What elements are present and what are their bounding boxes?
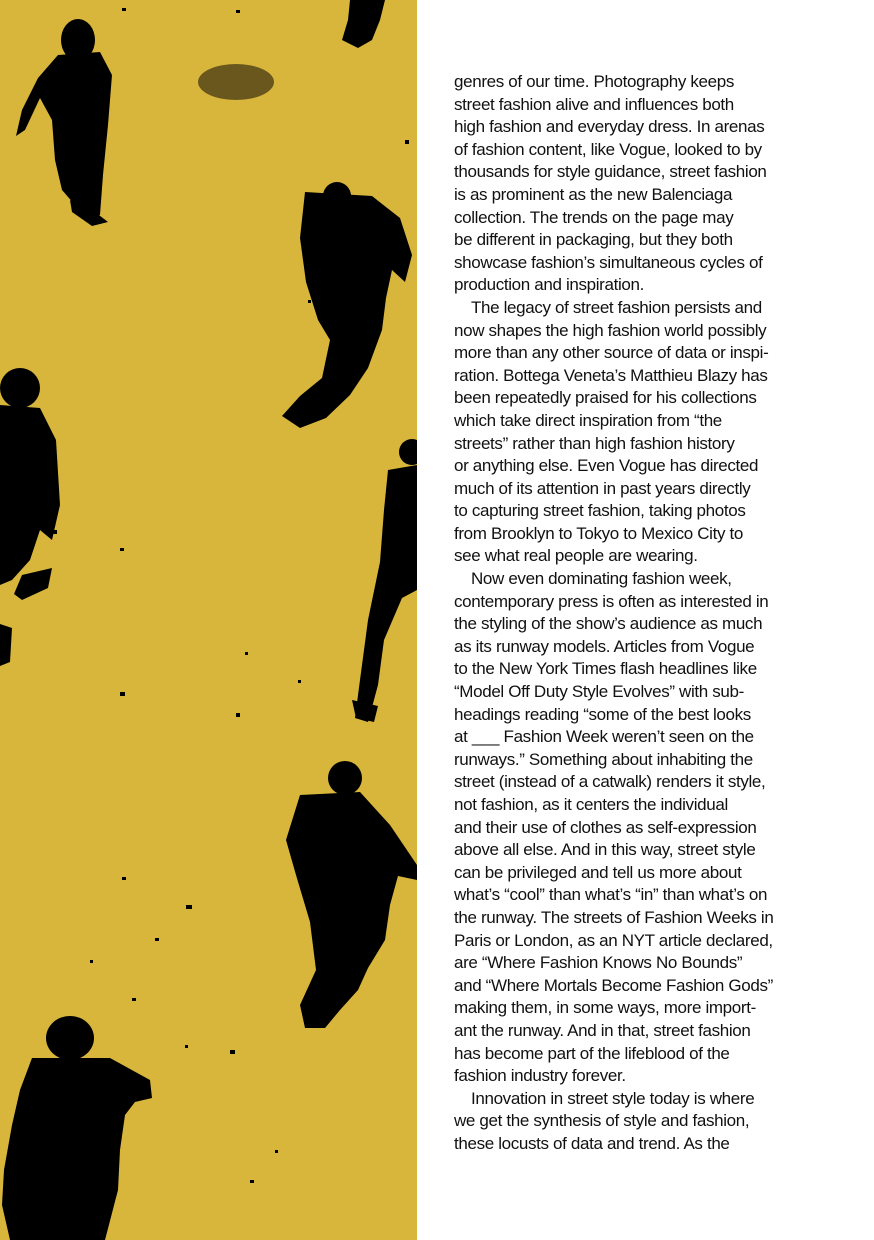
text-line: to the New York Times flash headlines like: [454, 659, 757, 679]
text-line: we get the synthesis of style and fashion,: [454, 1111, 750, 1131]
text-line: been repeatedly praised for his collections: [454, 388, 757, 408]
text-line: are “Where Fashion Knows No Bounds”: [454, 953, 743, 973]
text-line: is as prominent as the new Balenciaga: [454, 184, 733, 204]
pedestrian-silhouettes: [0, 0, 417, 1240]
text-line: much of its attention in past years directly: [454, 478, 751, 498]
text-line: fashion industry forever.: [454, 1066, 626, 1086]
text-line: Innovation in street style today is where: [471, 1088, 755, 1108]
article-paragraph: [454, 568, 794, 1088]
text-line: can be privileged and tell us more about: [454, 862, 742, 882]
text-line: to capturing street fashion, taking photos: [454, 501, 746, 521]
text-line: headings reading “some of the best looks: [454, 704, 751, 724]
text-line: Paris or London, as an NYT article declared,: [454, 930, 773, 950]
text-line: ant the runway. And in that, street fashion: [454, 1020, 751, 1040]
text-line: more than any other source of data or inspi-: [454, 343, 769, 363]
text-line: Now even dominating fashion week,: [471, 569, 732, 589]
text-line: see what real people are wearing.: [454, 546, 698, 566]
text-line: as its runway models. Articles from Vogue: [454, 636, 755, 656]
text-line: genres of our time. Photography keeps: [454, 72, 735, 91]
text-line: contemporary press is often as interested in: [454, 591, 769, 611]
text-line: runways.” Something about inhabiting the: [454, 749, 753, 769]
text-line: “Model Off Duty Style Evolves” with sub-: [454, 682, 744, 702]
text-line: collection. The trends on the page may: [454, 207, 734, 227]
text-line: at ___ Fashion Week weren’t seen on the: [454, 727, 754, 747]
article-paragraph: [454, 297, 794, 568]
text-line: these locusts of data and trend. As the: [454, 1133, 730, 1153]
article-paragraph: [454, 71, 794, 297]
text-line: The legacy of street fashion persists and: [471, 297, 762, 317]
street-crowd-illustration: [0, 0, 417, 1240]
text-line: street (instead of a catwalk) renders it style,: [454, 772, 766, 792]
text-line: now shapes the high fashion world possibly: [454, 320, 767, 340]
text-line: thousands for style guidance, street fashion: [454, 162, 767, 182]
text-line: or anything else. Even Vogue has directed: [454, 456, 759, 476]
text-line: showcase fashion’s simultaneous cycles of: [454, 252, 763, 272]
text-line: has become part of the lifeblood of the: [454, 1043, 730, 1063]
text-line: from Brooklyn to Tokyo to Mexico City to: [454, 523, 743, 543]
text-line: and their use of clothes as self-expression: [454, 817, 757, 837]
text-line: and “Where Mortals Become Fashion Gods”: [454, 975, 773, 995]
text-line: not fashion, as it centers the individual: [454, 795, 728, 814]
article-body: [454, 71, 794, 1156]
article-paragraph: [454, 1088, 794, 1156]
text-line: the styling of the show’s audience as much: [454, 614, 763, 634]
text-line: what’s “cool” than what’s “in” than what’s on: [454, 885, 768, 905]
text-line: ration. Bottega Veneta’s Matthieu Blazy has: [454, 365, 768, 385]
text-line: streets” rather than high fashion history: [454, 433, 735, 453]
text-line: high fashion and everyday dress. In arenas: [454, 117, 765, 137]
text-line: which take direct inspiration from “the: [454, 410, 722, 430]
text-line: of fashion content, like Vogue, looked to by: [454, 139, 762, 159]
text-line: above all else. And in this way, street style: [454, 840, 756, 860]
text-line: making them, in some ways, more import-: [454, 998, 756, 1018]
text-line: be different in packaging, but they both: [454, 230, 733, 250]
text-line: production and inspiration.: [454, 275, 644, 295]
text-line: the runway. The streets of Fashion Weeks in: [454, 907, 774, 927]
text-line: street fashion alive and influences both: [454, 94, 734, 114]
